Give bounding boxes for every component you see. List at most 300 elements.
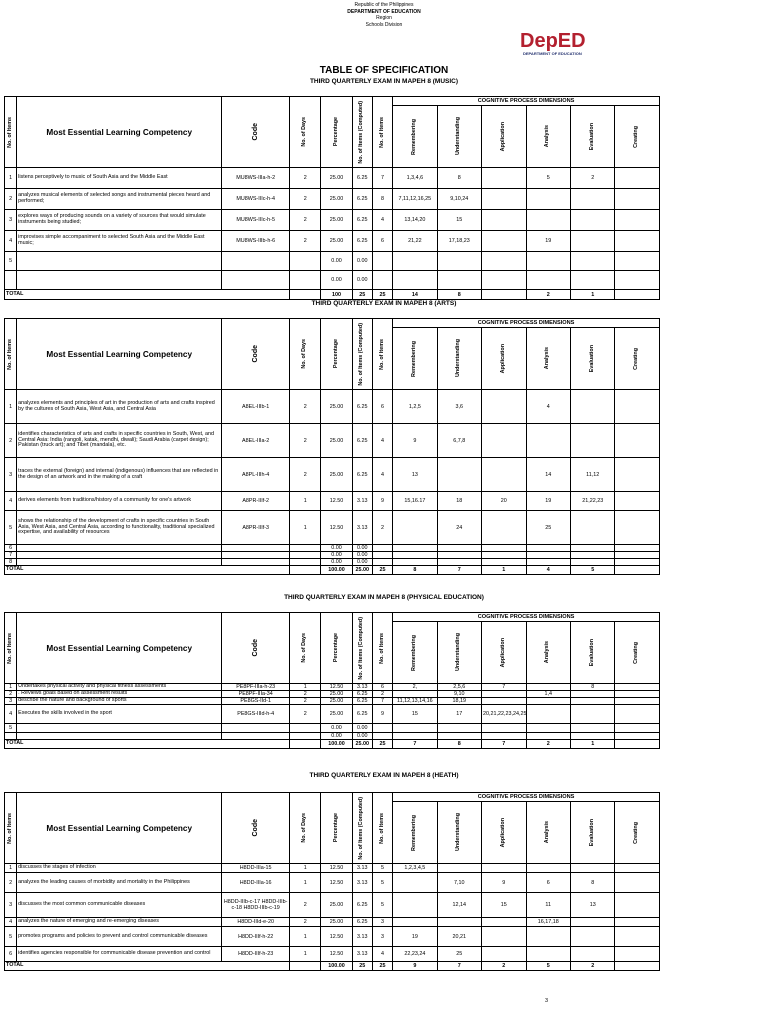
col-header-items-label: No. of Items	[378, 116, 385, 148]
percentage-cell: 12.50	[321, 684, 352, 691]
computed-items-cell: 3.13	[352, 927, 372, 947]
col-header-code	[222, 97, 290, 168]
col-header-items	[372, 613, 392, 684]
analysis-cell	[526, 733, 570, 740]
col-header-understanding	[437, 328, 481, 390]
creating-cell	[615, 918, 660, 927]
table-row	[5, 271, 660, 290]
doc-header	[0, 2, 768, 28]
evaluation-cell: 11,12	[570, 458, 614, 492]
items-cell	[372, 271, 392, 290]
code-cell: MU8WS-IIIa-h-2	[222, 168, 290, 189]
remembering-cell: 9	[393, 424, 437, 458]
col-header-analysis-label: Analysis	[544, 821, 551, 844]
items-cell	[372, 733, 392, 740]
col-header-remembering-label: Remembering	[410, 340, 417, 377]
application-cell	[482, 168, 526, 189]
row-number: 2	[5, 189, 17, 210]
total-application-cell	[482, 290, 526, 300]
evaluation-cell	[570, 552, 614, 559]
col-header-understanding	[437, 622, 481, 684]
application-cell	[482, 458, 526, 492]
days-cell: 2	[290, 698, 321, 705]
table-row	[5, 733, 660, 740]
col-header-application	[482, 802, 526, 864]
days-cell	[290, 724, 321, 733]
col-header-computed-items-label: No. of Items (Computed)	[358, 796, 365, 860]
total-computed-items-cell: 25.00	[352, 740, 372, 749]
evaluation-cell	[570, 724, 614, 733]
creating-cell	[615, 684, 660, 691]
computed-items-cell: 3.13	[352, 947, 372, 962]
percentage-cell: 0.00	[321, 724, 352, 733]
total-evaluation-cell: 2	[570, 962, 614, 971]
row-number: 4	[5, 705, 17, 724]
evaluation-cell: 2	[570, 168, 614, 189]
col-header-evaluation	[570, 802, 614, 864]
understanding-cell	[437, 724, 481, 733]
analysis-cell	[526, 927, 570, 947]
col-header-no-items	[5, 793, 17, 864]
col-header-creating	[615, 802, 660, 864]
analysis-cell	[526, 210, 570, 231]
days-cell: 2	[290, 893, 321, 918]
total-percentage-cell: 100.00	[321, 740, 352, 749]
table-row	[5, 947, 660, 962]
col-header-application	[482, 622, 526, 684]
understanding-cell	[437, 552, 481, 559]
col-header-computed-items	[352, 319, 372, 390]
evaluation-cell: 13	[570, 893, 614, 918]
computed-items-cell: 3.13	[352, 492, 372, 511]
percentage-cell: 0.00	[321, 545, 352, 552]
computed-items-cell: 6.25	[352, 210, 372, 231]
days-cell: 2	[290, 231, 321, 252]
days-cell: 1	[290, 947, 321, 962]
col-header-computed-items	[352, 793, 372, 864]
total-remembering-cell: 9	[393, 962, 437, 971]
col-header-application-label: Application	[499, 121, 506, 152]
evaluation-cell: 8	[570, 684, 614, 691]
col-header-application-label: Application	[499, 343, 506, 374]
table-row	[5, 724, 660, 733]
remembering-cell	[393, 893, 437, 918]
col-header-items-label: No. of Items	[378, 812, 385, 844]
total-row	[5, 962, 660, 971]
items-cell	[372, 559, 392, 566]
items-cell: 4	[372, 947, 392, 962]
header-line-region: Region	[376, 15, 392, 21]
total-percentage-cell: 100	[321, 290, 352, 300]
days-cell: 2	[290, 210, 321, 231]
creating-cell	[615, 210, 660, 231]
competency-cell: shows the relationship of the development of crafts in specific countries in South Asia, West Asia, and Central Asia, according to functionality, traditional specialized expertise, and availability of resources	[17, 511, 222, 545]
remembering-cell: 15	[393, 705, 437, 724]
row-number: 1	[5, 684, 17, 691]
col-header-code	[222, 793, 290, 864]
computed-items-cell: 6.25	[352, 390, 372, 424]
analysis-cell	[526, 724, 570, 733]
total-creating-cell	[615, 740, 660, 749]
creating-cell	[615, 927, 660, 947]
computed-items-cell: 6.25	[352, 918, 372, 927]
analysis-cell: 19	[526, 231, 570, 252]
items-cell: 6	[372, 684, 392, 691]
percentage-cell: 25.00	[321, 210, 352, 231]
percentage-cell: 12.50	[321, 873, 352, 893]
evaluation-cell	[570, 698, 614, 705]
percentage-cell: 25.00	[321, 698, 352, 705]
days-cell: 1	[290, 511, 321, 545]
analysis-cell	[526, 545, 570, 552]
code-cell	[222, 252, 290, 271]
col-header-no-items-label: No. of Items	[6, 116, 13, 148]
creating-cell	[615, 252, 660, 271]
days-cell: 2	[290, 705, 321, 724]
total-row	[5, 290, 660, 300]
percentage-cell: 25.00	[321, 424, 352, 458]
total-items-cell: 25	[372, 566, 392, 575]
col-header-creating-label: Creating	[633, 347, 640, 370]
competency-cell	[17, 552, 222, 559]
days-cell	[290, 552, 321, 559]
items-cell: 3	[372, 927, 392, 947]
percentage-cell: 12.50	[321, 947, 352, 962]
total-application-cell: 7	[482, 740, 526, 749]
evaluation-cell	[570, 947, 614, 962]
col-header-application	[482, 106, 526, 168]
creating-cell	[615, 724, 660, 733]
col-header-code	[222, 613, 290, 684]
table-row	[5, 927, 660, 947]
total-label: TOTAL	[5, 290, 290, 300]
remembering-cell: 13	[393, 458, 437, 492]
col-header-evaluation	[570, 106, 614, 168]
total-understanding-cell: 7	[437, 962, 481, 971]
total-row	[5, 566, 660, 575]
remembering-cell: 21,22	[393, 231, 437, 252]
evaluation-cell	[570, 927, 614, 947]
percentage-cell: 25.00	[321, 458, 352, 492]
table-row	[5, 189, 660, 210]
computed-items-cell: 6.25	[352, 231, 372, 252]
creating-cell	[615, 947, 660, 962]
items-cell	[372, 552, 392, 559]
col-header-remembering-label: Remembering	[410, 634, 417, 671]
creating-cell	[615, 511, 660, 545]
understanding-cell	[437, 864, 481, 873]
code-cell: A8PL-IIIh-4	[222, 458, 290, 492]
creating-cell	[615, 492, 660, 511]
creating-cell	[615, 893, 660, 918]
total-days-cell	[290, 566, 321, 575]
creating-cell	[615, 691, 660, 698]
understanding-cell: 25	[437, 947, 481, 962]
col-header-percentage	[321, 319, 352, 390]
col-header-percentage	[321, 613, 352, 684]
remembering-cell	[393, 724, 437, 733]
header-line-division: Schools Division	[365, 21, 403, 28]
col-header-creating	[615, 622, 660, 684]
col-header-competency: Most Essential Learning Competency	[17, 793, 222, 864]
competency-cell: discusses the most common communicable diseases	[17, 893, 222, 918]
table-row	[5, 873, 660, 893]
header-row	[5, 97, 660, 106]
cognitive-process-header: COGNITIVE PROCESS DIMENSIONS	[393, 613, 660, 622]
evaluation-cell: 21,22,23	[570, 492, 614, 511]
computed-items-cell: 0.00	[352, 252, 372, 271]
col-header-understanding-label: Understanding	[455, 339, 462, 378]
understanding-cell: 20,21	[437, 927, 481, 947]
competency-cell	[17, 733, 222, 740]
row-number: 3	[5, 893, 17, 918]
analysis-cell: 1,4	[526, 691, 570, 698]
table-row	[5, 511, 660, 545]
logo-subtext: DEPARTMENT OF EDUCATION	[523, 51, 582, 56]
analysis-cell	[526, 947, 570, 962]
row-number: 1	[5, 168, 17, 189]
code-cell: PE8GS-IIId-h-4	[222, 705, 290, 724]
col-header-analysis-label: Analysis	[544, 125, 551, 148]
competency-cell	[17, 271, 222, 290]
total-analysis-cell: 4	[526, 566, 570, 575]
col-header-percentage-label: Percentage	[332, 633, 339, 663]
percentage-cell: 12.50	[321, 927, 352, 947]
computed-items-cell: 6.25	[352, 189, 372, 210]
percentage-cell: 0.00	[321, 271, 352, 290]
col-header-no-items	[5, 613, 17, 684]
total-creating-cell	[615, 962, 660, 971]
logo-text: DepED	[520, 30, 586, 52]
row-number: 2	[5, 873, 17, 893]
creating-cell	[615, 424, 660, 458]
row-number: 5	[5, 252, 17, 271]
col-header-understanding	[437, 802, 481, 864]
row-number: 4	[5, 492, 17, 511]
document-title: TABLE OF SPECIFICATION	[319, 65, 449, 76]
table-row	[5, 545, 660, 552]
percentage-cell: 0.00	[321, 559, 352, 566]
items-cell: 2	[372, 691, 392, 698]
days-cell: 1	[290, 927, 321, 947]
total-percentage-cell: 100.00	[321, 962, 352, 971]
understanding-cell: 18	[437, 492, 481, 511]
percentage-cell: 25.00	[321, 168, 352, 189]
total-understanding-cell: 7	[437, 566, 481, 575]
evaluation-cell	[570, 390, 614, 424]
days-cell	[290, 733, 321, 740]
evaluation-cell	[570, 918, 614, 927]
evaluation-cell	[570, 545, 614, 552]
row-number: 2	[5, 691, 17, 698]
items-cell: 7	[372, 698, 392, 705]
percentage-cell: 0.00	[321, 552, 352, 559]
analysis-cell	[526, 189, 570, 210]
code-cell: H8DD-IIId-e-20	[222, 918, 290, 927]
understanding-cell: 24	[437, 511, 481, 545]
page-number: 3	[545, 998, 549, 1004]
col-header-computed-items	[352, 613, 372, 684]
percentage-cell: 0.00	[321, 252, 352, 271]
understanding-cell: 8	[437, 168, 481, 189]
analysis-cell	[526, 698, 570, 705]
total-remembering-cell: 8	[393, 566, 437, 575]
total-computed-items-cell: 25	[352, 962, 372, 971]
total-row	[5, 740, 660, 749]
analysis-cell	[526, 559, 570, 566]
col-header-application-label: Application	[499, 817, 506, 848]
percentage-cell: 25.00	[321, 705, 352, 724]
col-header-application-label: Application	[499, 637, 506, 668]
table-row	[5, 705, 660, 724]
col-header-days	[290, 613, 321, 684]
percentage-cell: 25.00	[321, 893, 352, 918]
analysis-cell	[526, 424, 570, 458]
col-header-percentage-label: Percentage	[332, 339, 339, 369]
percentage-cell: 12.50	[321, 511, 352, 545]
remembering-cell	[393, 733, 437, 740]
tos-table-pe	[4, 612, 660, 749]
tos-table-arts	[4, 318, 660, 575]
total-understanding-cell: 8	[437, 740, 481, 749]
col-header-understanding	[437, 106, 481, 168]
understanding-cell	[437, 271, 481, 290]
col-header-percentage	[321, 793, 352, 864]
analysis-cell	[526, 684, 570, 691]
analysis-cell	[526, 252, 570, 271]
table-row	[5, 424, 660, 458]
code-cell	[222, 733, 290, 740]
code-cell	[222, 271, 290, 290]
percentage-cell: 0.00	[321, 733, 352, 740]
col-header-creating-label: Creating	[633, 125, 640, 148]
days-cell: 1	[290, 864, 321, 873]
understanding-cell	[437, 733, 481, 740]
col-header-evaluation-label: Evaluation	[588, 122, 595, 151]
application-cell	[482, 390, 526, 424]
col-header-application	[482, 328, 526, 390]
code-cell: H8DD-IIIf-h-23	[222, 947, 290, 962]
application-cell	[482, 271, 526, 290]
total-items-cell: 25	[372, 962, 392, 971]
creating-cell	[615, 733, 660, 740]
items-cell: 5	[372, 873, 392, 893]
tos-table-health	[4, 792, 660, 971]
row-number: 4	[5, 918, 17, 927]
competency-cell: analyzes the nature of emerging and re-emerging diseases	[17, 918, 222, 927]
creating-cell	[615, 864, 660, 873]
creating-cell	[615, 458, 660, 492]
creating-cell	[615, 271, 660, 290]
percentage-cell: 12.50	[321, 492, 352, 511]
total-label: TOTAL	[5, 740, 290, 749]
percentage-cell: 25.00	[321, 189, 352, 210]
understanding-cell	[437, 545, 481, 552]
computed-items-cell: 6.25	[352, 458, 372, 492]
row-number: 6	[5, 947, 17, 962]
days-cell: 2	[290, 691, 321, 698]
remembering-cell: 7,11,12,16,25	[393, 189, 437, 210]
code-cell: PE8PF-IIIa-34	[222, 691, 290, 698]
col-header-percentage	[321, 97, 352, 168]
computed-items-cell: 3.13	[352, 511, 372, 545]
col-header-days-label: No. of Days	[301, 117, 308, 147]
col-header-evaluation-label: Evaluation	[588, 638, 595, 667]
competency-cell: derives elements from traditions/history of a community for one's artwork	[17, 492, 222, 511]
application-cell	[482, 231, 526, 252]
evaluation-cell	[570, 189, 614, 210]
col-header-understanding-label: Understanding	[455, 117, 462, 156]
col-header-analysis	[526, 802, 570, 864]
understanding-cell: 15	[437, 210, 481, 231]
code-cell	[222, 552, 290, 559]
understanding-cell: 3,6	[437, 390, 481, 424]
table-row	[5, 559, 660, 566]
total-evaluation-cell: 5	[570, 566, 614, 575]
application-cell	[482, 724, 526, 733]
understanding-cell: 9,10,24	[437, 189, 481, 210]
col-header-days-label: No. of Days	[301, 813, 308, 843]
items-cell: 2	[372, 511, 392, 545]
col-header-creating	[615, 328, 660, 390]
understanding-cell: 17	[437, 705, 481, 724]
col-header-competency: Most Essential Learning Competency	[17, 97, 222, 168]
col-header-evaluation-label: Evaluation	[588, 818, 595, 847]
analysis-cell: 19	[526, 492, 570, 511]
remembering-cell: 13,14,20	[393, 210, 437, 231]
remembering-cell	[393, 918, 437, 927]
row-number: 3	[5, 698, 17, 705]
col-header-no-items-label: No. of Items	[6, 632, 13, 664]
items-cell: 5	[372, 864, 392, 873]
total-understanding-cell: 8	[437, 290, 481, 300]
remembering-cell	[393, 873, 437, 893]
days-cell	[290, 559, 321, 566]
competency-cell: describe the nature and background of sports	[17, 698, 222, 705]
remembering-cell: 1,3,4,6	[393, 168, 437, 189]
understanding-cell: 7,10	[437, 873, 481, 893]
col-header-evaluation	[570, 622, 614, 684]
computed-items-cell: 3.13	[352, 684, 372, 691]
competency-cell: improvises simple accompaniment to selected South Asia and the Middle East music;	[17, 231, 222, 252]
remembering-cell	[393, 552, 437, 559]
evaluation-cell	[570, 511, 614, 545]
application-cell	[482, 545, 526, 552]
understanding-cell: 18,19	[437, 698, 481, 705]
row-number: 8	[5, 559, 17, 566]
header-line-department: DEPARTMENT OF EDUCATION	[347, 8, 421, 15]
table-row	[5, 390, 660, 424]
days-cell: 1	[290, 492, 321, 511]
header-row	[5, 793, 660, 802]
competency-cell: analyzes musical elements of selected songs and instrumental pieces heard and performed;	[17, 189, 222, 210]
remembering-cell: 1,2,3,4,5	[393, 864, 437, 873]
analysis-cell	[526, 864, 570, 873]
table-row	[5, 252, 660, 271]
computed-items-cell: 0.00	[352, 271, 372, 290]
remembering-cell	[393, 559, 437, 566]
col-header-no-items-label: No. of Items	[6, 812, 13, 844]
understanding-cell	[437, 918, 481, 927]
col-header-percentage-label: Percentage	[332, 117, 339, 147]
total-analysis-cell: 5	[526, 962, 570, 971]
table-row	[5, 698, 660, 705]
application-cell: 20,21,22,23,24,25	[482, 705, 526, 724]
application-cell	[482, 252, 526, 271]
application-cell	[482, 511, 526, 545]
table-row	[5, 458, 660, 492]
understanding-cell	[437, 559, 481, 566]
